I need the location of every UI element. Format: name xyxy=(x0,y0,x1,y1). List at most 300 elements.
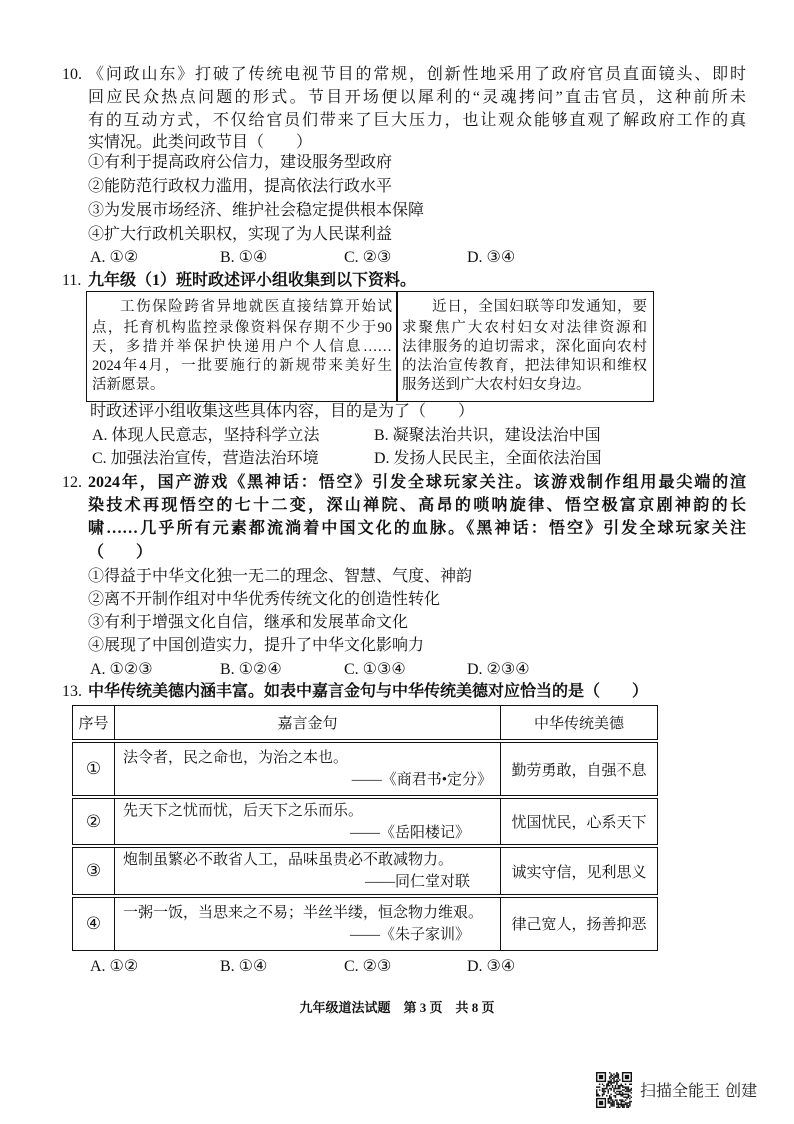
qr-module xyxy=(620,1095,621,1096)
q11-choice-a: A. 体现人民意志，坚持科学立法 xyxy=(92,427,320,444)
qr-module xyxy=(628,1107,629,1108)
qr-module xyxy=(618,1073,619,1074)
material-divider xyxy=(396,292,398,401)
qr-module xyxy=(608,1102,609,1103)
q10-statement: ①有利于提高政府公信力，建设服务型政府 xyxy=(88,154,393,171)
qr-module xyxy=(620,1102,621,1103)
q11-choice-c: C. 加强法治宣传，营造法治环境 xyxy=(92,450,319,467)
qr-module xyxy=(612,1075,613,1076)
qr-module xyxy=(612,1085,613,1086)
qr-module xyxy=(623,1089,624,1090)
qr-module xyxy=(618,1088,619,1089)
qr-module xyxy=(606,1085,607,1086)
qr-module xyxy=(615,1088,616,1089)
qr-module xyxy=(625,1088,626,1089)
quote-text: 先天下之忧而忧，后天下之乐而乐。 xyxy=(123,802,364,819)
q12-statement: ①得益于中华文化独一无二的理念、智慧、气度、神韵 xyxy=(88,568,473,585)
table-row xyxy=(73,846,658,896)
qr-module xyxy=(608,1098,609,1099)
qr-module xyxy=(631,1088,632,1089)
qr-code-icon xyxy=(596,1072,632,1108)
qr-module xyxy=(625,1099,626,1100)
qr-module xyxy=(610,1089,611,1090)
q10-stem-line: 《问政山东》打破了传统电视节目的常规，创新性地采用了政府官员直面镜头、即时 xyxy=(88,66,746,83)
q12-stem-line: 染技术再现悟空的七十二变，深山禅院、高昂的唢呐旋律、悟空极富京剧神韵的长 xyxy=(88,497,746,514)
qr-module xyxy=(616,1075,617,1076)
qr-module xyxy=(623,1104,624,1105)
qr-module xyxy=(629,1084,630,1085)
qr-module xyxy=(619,1086,620,1087)
qr-module xyxy=(610,1076,611,1077)
qr-module xyxy=(606,1095,607,1096)
qr-module xyxy=(609,1088,610,1089)
qr-module xyxy=(616,1079,617,1080)
qr-module xyxy=(596,1095,597,1096)
qr-module xyxy=(597,1095,598,1096)
qr-module xyxy=(615,1085,616,1086)
qr-module xyxy=(615,1076,616,1077)
qr-module xyxy=(610,1079,611,1080)
qr-module xyxy=(616,1076,617,1077)
qr-module xyxy=(619,1094,620,1095)
virtue-cell: 勤劳勇敢，自强不息 xyxy=(501,741,658,797)
qr-module xyxy=(596,1092,597,1093)
qr-module xyxy=(608,1101,609,1102)
qr-module xyxy=(609,1098,610,1099)
qr-module xyxy=(606,1084,607,1085)
qr-module xyxy=(610,1073,611,1074)
qr-module xyxy=(622,1092,623,1093)
q12-statement: ④展现了中国创造实力，提升了中华文化影响力 xyxy=(88,637,425,654)
qr-module xyxy=(613,1076,614,1077)
qr-module xyxy=(616,1094,617,1095)
page-footer: 九年级道法试题 第 3 页 共 8 页 xyxy=(299,1000,495,1015)
qr-module xyxy=(603,1091,604,1092)
qr-module xyxy=(608,1081,609,1082)
qr-module xyxy=(616,1082,617,1083)
qr-module xyxy=(609,1095,610,1096)
qr-module xyxy=(609,1085,610,1086)
qr-module xyxy=(603,1094,604,1095)
qr-module xyxy=(623,1105,624,1106)
qr-module xyxy=(599,1101,603,1105)
qr-module xyxy=(620,1101,621,1102)
qr-module xyxy=(608,1085,609,1086)
row-index: ③ xyxy=(73,846,115,896)
qr-module xyxy=(603,1092,604,1093)
qr-module xyxy=(610,1081,611,1082)
qr-module xyxy=(622,1085,623,1086)
qr-module xyxy=(606,1088,607,1089)
q11-choice-d: D. 发扬人民民主，全面依法治国 xyxy=(374,450,602,467)
qr-module xyxy=(609,1082,610,1083)
qr-module xyxy=(616,1073,617,1074)
qr-module xyxy=(602,1089,603,1090)
qr-module xyxy=(626,1107,627,1108)
q12-choice-a: A. ①②③ xyxy=(90,661,153,678)
q10-choice-d: D. ③④ xyxy=(467,249,516,266)
q13-choice-b: B. ①④ xyxy=(220,958,268,975)
row-index: ② xyxy=(73,797,115,846)
table-header-index: 序号 xyxy=(73,706,115,742)
qr-module xyxy=(622,1089,623,1090)
qr-module xyxy=(610,1088,611,1089)
table-header-row xyxy=(73,706,658,742)
qr-module xyxy=(613,1095,614,1096)
qr-module xyxy=(618,1078,619,1079)
qr-module xyxy=(599,1089,600,1090)
qr-module xyxy=(622,1099,623,1100)
qr-module xyxy=(616,1104,617,1105)
qr-module xyxy=(619,1104,620,1105)
material-right-line: 的法治宣传教育，把法律知识和维权 xyxy=(402,358,647,374)
qr-module xyxy=(619,1079,620,1080)
qr-module xyxy=(618,1102,619,1103)
qr-module xyxy=(618,1094,619,1095)
virtue-cell: 诚实守信，见利思义 xyxy=(501,846,658,896)
qr-module xyxy=(629,1091,630,1092)
qr-module xyxy=(608,1084,609,1085)
qr-module xyxy=(622,1086,623,1087)
qr-module xyxy=(602,1094,603,1095)
qr-module xyxy=(616,1102,617,1103)
qr-module xyxy=(616,1088,617,1089)
qr-module xyxy=(628,1105,629,1106)
table-header-virtue: 中华传统美德 xyxy=(501,706,658,742)
quote-cell xyxy=(115,741,501,797)
qr-module xyxy=(620,1091,621,1092)
qr-module xyxy=(626,1086,627,1087)
q11-number: 11. xyxy=(62,272,82,289)
qr-module xyxy=(612,1105,613,1106)
qr-module xyxy=(616,1101,617,1102)
qr-module xyxy=(622,1094,623,1095)
qr-module xyxy=(618,1075,619,1076)
qr-module xyxy=(619,1091,620,1092)
qr-module xyxy=(596,1091,597,1092)
qr-module xyxy=(609,1102,610,1103)
table-header-quote: 嘉言金句 xyxy=(115,706,501,742)
qr-module xyxy=(608,1099,609,1100)
quote-source: ——《朱子家训》 xyxy=(349,926,470,943)
qr-module xyxy=(610,1102,611,1103)
qr-module xyxy=(625,1084,626,1085)
qr-module xyxy=(625,1104,626,1105)
qr-module xyxy=(610,1105,611,1106)
qr-module xyxy=(629,1102,630,1103)
qr-module xyxy=(623,1101,624,1102)
qr-module xyxy=(608,1089,609,1090)
q13-number: 13. xyxy=(62,683,82,700)
qr-module xyxy=(626,1098,627,1099)
qr-module xyxy=(618,1105,619,1106)
qr-module xyxy=(625,1091,626,1092)
qr-module xyxy=(623,1107,624,1108)
qr-module xyxy=(610,1104,611,1105)
qr-module xyxy=(631,1092,632,1093)
qr-module xyxy=(625,1075,629,1079)
material-left-line: 2024年4月，一批要施行的新规带来美好生 xyxy=(92,358,392,374)
material-left-line: 天，多措并举保护快递用户个人信息…… xyxy=(92,339,392,355)
qr-module xyxy=(610,1082,611,1083)
qr-module xyxy=(618,1076,619,1077)
qr-module xyxy=(602,1088,603,1089)
qr-module xyxy=(625,1086,626,1087)
virtue-cell: 忧国忧民，心系天下 xyxy=(501,797,658,846)
qr-module xyxy=(616,1107,617,1108)
qr-module xyxy=(609,1107,610,1108)
qr-module xyxy=(615,1081,616,1082)
qr-module xyxy=(626,1088,627,1089)
qr-module xyxy=(613,1079,614,1080)
qr-module xyxy=(613,1081,614,1082)
material-right-line: 近日，全国妇联等印发通知，要 xyxy=(432,299,647,315)
qr-module xyxy=(616,1081,617,1082)
qr-module xyxy=(619,1088,620,1089)
qr-module xyxy=(626,1096,627,1097)
qr-module xyxy=(629,1101,630,1102)
qr-module xyxy=(619,1099,620,1100)
qr-module xyxy=(622,1095,623,1096)
table-row xyxy=(73,896,658,950)
qr-module xyxy=(618,1085,619,1086)
qr-module xyxy=(596,1089,597,1090)
qr-module xyxy=(610,1098,611,1099)
q10-stem-line: 实情况。此类问政节目（ ） xyxy=(88,134,313,151)
q13-choice-a: A. ①② xyxy=(90,958,139,975)
q13-stem: 中华传统美德内涵丰富。如表中嘉言金句与中华传统美德对应恰当的是（ ） xyxy=(88,683,649,700)
qr-module xyxy=(629,1104,630,1105)
qr-module xyxy=(610,1096,611,1097)
qr-module xyxy=(608,1092,609,1093)
material-right-line: 服务送到广大农村妇女身边。 xyxy=(402,377,591,393)
qr-module xyxy=(613,1082,614,1083)
qr-module xyxy=(618,1091,619,1092)
qr-module xyxy=(602,1084,603,1085)
qr-module xyxy=(597,1086,598,1087)
material-left-line: 活新愿景。 xyxy=(92,377,165,393)
qr-module xyxy=(615,1096,616,1097)
qr-module xyxy=(612,1101,613,1102)
qr-module xyxy=(626,1105,627,1106)
qr-module xyxy=(629,1095,630,1096)
row-index: ① xyxy=(73,741,115,797)
q12-stem-line: 啸……几乎所有元素都流淌着中国文化的血脉。《黑神话：悟空》引发全球玩家关注 xyxy=(88,520,746,537)
qr-module xyxy=(625,1102,626,1103)
qr-module xyxy=(610,1075,611,1076)
qr-module xyxy=(618,1104,619,1105)
qr-module xyxy=(616,1091,617,1092)
qr-module xyxy=(615,1075,616,1076)
qr-module xyxy=(613,1101,614,1102)
qr-module xyxy=(613,1088,614,1089)
row-index: ④ xyxy=(73,896,115,950)
qr-module xyxy=(623,1096,624,1097)
quote-cell xyxy=(115,896,501,950)
table-row xyxy=(73,797,658,846)
q13-choice-c: C. ②③ xyxy=(344,958,392,975)
qr-module xyxy=(599,1086,600,1087)
q12-choice-b: B. ①②④ xyxy=(220,661,282,678)
qr-module xyxy=(612,1078,613,1079)
material-left-line: 工伤保险跨省异地就医直接结算开始试 xyxy=(120,299,392,315)
q10-statement: ④扩大行政机关职权，实现了为人民谋利益 xyxy=(88,226,393,243)
qr-module xyxy=(615,1095,616,1096)
qr-module xyxy=(620,1104,621,1105)
qr-module xyxy=(629,1105,630,1106)
qr-module xyxy=(628,1091,629,1092)
qr-module xyxy=(609,1101,610,1102)
q12-number: 12. xyxy=(62,474,82,491)
qr-module xyxy=(608,1091,609,1092)
q13-choice-d: D. ③④ xyxy=(467,958,516,975)
qr-module xyxy=(616,1072,617,1073)
quote-cell xyxy=(115,797,501,846)
qr-module xyxy=(597,1094,598,1095)
q10-statement: ②能防范行政权力滥用，提高依法行政水平 xyxy=(88,178,393,195)
qr-module xyxy=(629,1089,630,1090)
q10-stem-line: 有的互动方式，不仅给官员们带来了巨大压力，也让观众能够直观了解政府工作的真 xyxy=(88,112,746,129)
qr-module xyxy=(605,1091,606,1092)
qr-module xyxy=(626,1104,627,1105)
qr-module xyxy=(599,1084,600,1085)
qr-module xyxy=(626,1089,627,1090)
qr-module xyxy=(628,1086,629,1087)
qr-module xyxy=(615,1099,616,1100)
qr-module xyxy=(622,1104,623,1105)
qr-module xyxy=(615,1092,616,1093)
qr-module xyxy=(626,1091,627,1092)
qr-module xyxy=(609,1078,610,1079)
qr-module xyxy=(613,1078,614,1079)
q10-statement: ③为发展市场经济、维护社会稳定提供根本保障 xyxy=(88,202,425,219)
qr-module xyxy=(620,1099,621,1100)
qr-module xyxy=(612,1082,613,1083)
qr-module xyxy=(622,1107,623,1108)
quote-source: ——《岳阳楼记》 xyxy=(349,824,470,841)
qr-module xyxy=(620,1105,621,1106)
quote-text: 法令者，民之命也，为治之本也。 xyxy=(123,750,349,766)
qr-module xyxy=(620,1085,621,1086)
qr-module xyxy=(610,1099,611,1100)
qr-module xyxy=(618,1086,619,1087)
scanner-watermark: 扫描全能王 创建 xyxy=(640,1081,758,1100)
q12-stem-line: 2024年，国产游戏《黑神话：悟空》引发全球玩家关注。该游戏制作组用最尖端的渲 xyxy=(88,474,746,491)
qr-module xyxy=(610,1094,611,1095)
q11-question: 时政述评小组收集这些具体内容，目的是为了（ ） xyxy=(90,403,475,420)
q12-choice-d: D. ②③④ xyxy=(467,661,530,678)
qr-module xyxy=(628,1095,629,1096)
quote-cell xyxy=(115,846,501,896)
qr-module xyxy=(605,1088,606,1089)
qr-module xyxy=(625,1094,626,1095)
q10-choice-a: A. ①② xyxy=(90,249,139,266)
qr-module xyxy=(628,1089,629,1090)
qr-module xyxy=(613,1102,614,1103)
qr-module xyxy=(613,1091,614,1092)
qr-module xyxy=(616,1084,617,1085)
qr-module xyxy=(612,1099,613,1100)
q10-number: 10. xyxy=(62,66,82,83)
qr-module xyxy=(610,1084,611,1085)
qr-module xyxy=(631,1089,632,1090)
table-row xyxy=(73,741,658,797)
qr-module xyxy=(615,1086,616,1087)
qr-module xyxy=(616,1099,617,1100)
qr-module xyxy=(602,1095,603,1096)
qr-module xyxy=(609,1072,610,1073)
qr-module xyxy=(609,1076,610,1077)
qr-module xyxy=(631,1101,632,1102)
qr-module xyxy=(613,1089,614,1090)
qr-module xyxy=(629,1098,630,1099)
q10-choice-b: B. ①④ xyxy=(220,249,268,266)
quote-text: 一粥一饭，当思来之不易；半丝半缕，恒念物力维艰。 xyxy=(123,904,484,921)
qr-module xyxy=(626,1102,627,1103)
qr-module xyxy=(631,1096,632,1097)
qr-module xyxy=(602,1091,603,1092)
qr-module xyxy=(603,1085,604,1086)
qr-module xyxy=(619,1085,620,1086)
q10-choice-c: C. ②③ xyxy=(344,249,392,266)
q12-statement: ②离不开制作组对中华优秀传统文化的创造性转化 xyxy=(88,591,441,608)
qr-module xyxy=(612,1086,613,1087)
q12-choice-c: C. ①③④ xyxy=(344,661,406,678)
qr-module xyxy=(618,1081,619,1082)
qr-module xyxy=(623,1086,624,1087)
qr-module xyxy=(625,1096,626,1097)
qr-module xyxy=(628,1094,629,1095)
qr-module xyxy=(628,1088,629,1089)
material-right-line: 求聚焦广大农村妇女对法律资源和 xyxy=(402,320,647,336)
qr-module xyxy=(628,1102,629,1103)
qr-module xyxy=(613,1104,614,1105)
qr-module xyxy=(608,1082,609,1083)
qr-module xyxy=(606,1086,607,1087)
qr-module xyxy=(622,1105,623,1106)
qr-module xyxy=(612,1102,613,1103)
material-left-line: 点，托育机构监控录像资料保存期不少于90 xyxy=(92,320,392,336)
qr-module xyxy=(619,1107,620,1108)
material-right-line: 法律服务的迫切需求，深化面向农村 xyxy=(402,339,647,355)
qr-module xyxy=(609,1081,610,1082)
q11-stem: 九年级（1）班时政述评小组收集到以下资料。 xyxy=(88,272,417,289)
q10-stem-line: 回应民众热点问题的形式。节目开场便以犀利的“灵魂拷问”直击官员，这种前所未 xyxy=(88,89,746,106)
qr-module xyxy=(622,1101,623,1102)
qr-module xyxy=(613,1105,614,1106)
qr-module xyxy=(631,1084,632,1085)
qr-module xyxy=(603,1089,604,1090)
qr-module xyxy=(613,1073,614,1074)
qr-module xyxy=(618,1107,619,1108)
qr-module xyxy=(619,1092,620,1093)
q12-statement: ③有利于增强文化自信，继承和发展革命文化 xyxy=(88,614,409,631)
qr-module xyxy=(620,1084,621,1085)
qr-module xyxy=(620,1094,621,1095)
qr-module xyxy=(599,1095,600,1096)
qr-module xyxy=(603,1088,604,1089)
quote-source: ——同仁堂对联 xyxy=(364,874,470,890)
virtue-table xyxy=(72,705,658,951)
quote-text: 炮制虽繁必不敢省人工，品味虽贵必不敢减物力。 xyxy=(123,852,454,868)
q11-choice-b: B. 凝聚法治共识，建设法治中国 xyxy=(374,427,601,444)
qr-module xyxy=(596,1086,597,1087)
virtue-cell: 律己宽人，扬善抑恶 xyxy=(501,896,658,950)
qr-module xyxy=(626,1094,627,1095)
qr-module xyxy=(596,1094,597,1095)
qr-module xyxy=(628,1096,629,1097)
qr-module xyxy=(599,1075,603,1079)
